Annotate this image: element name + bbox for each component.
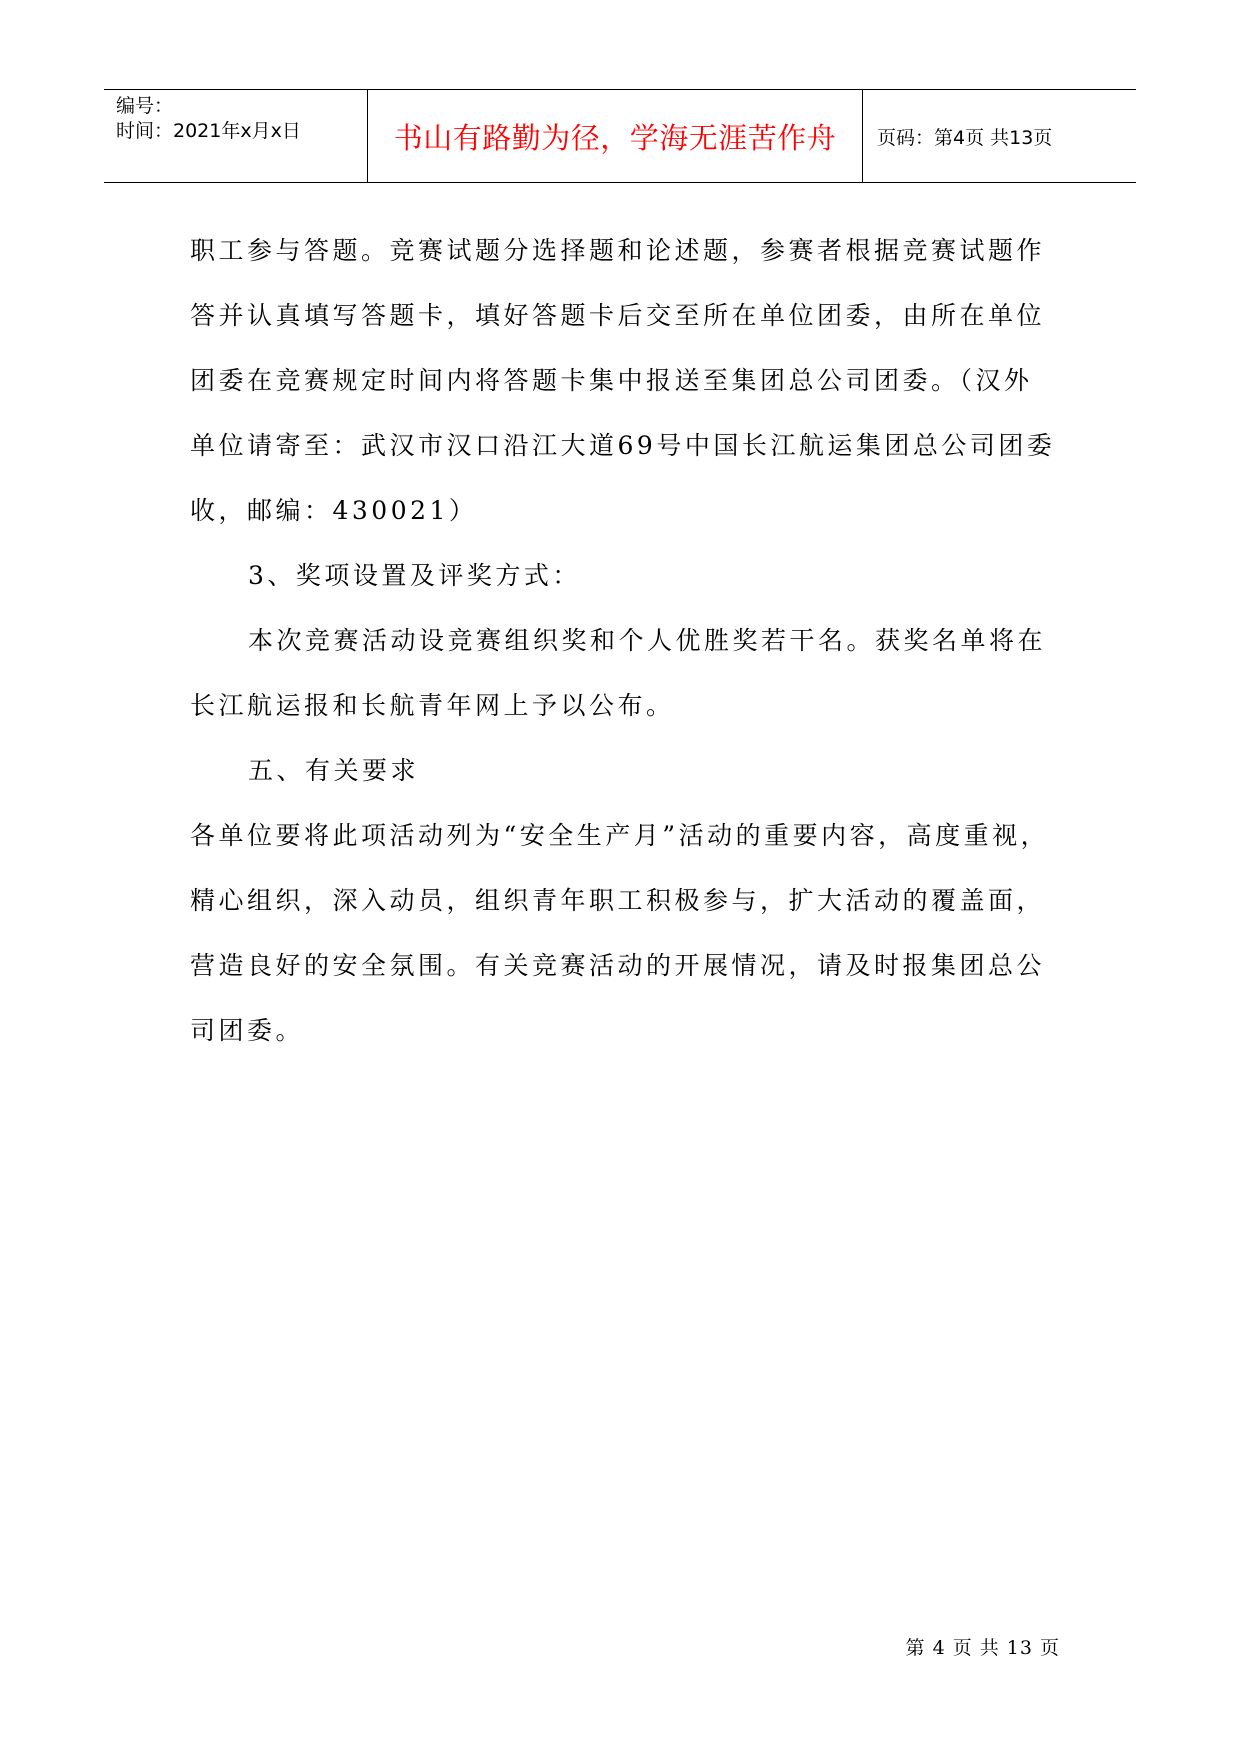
header-page-code-cell [863,90,1136,182]
section-heading-requirements: 五、有关要求 [248,756,420,785]
footer-page-number: 第 4 页 共 13 页 [905,1637,1060,1659]
header-page-code: 页码：第4页 共13页 [877,126,1053,149]
section-heading-awards: 3、奖项设置及评奖方式： [248,561,581,590]
document-number-label: 编号： [116,95,174,117]
body-paragraph: 本次竞赛活动设竞赛组织奖和个人优胜奖若干名。获奖名单将在长江航运报和长航青年网上予以公布。 [190,626,1047,720]
header-motto-cell [368,90,863,182]
document-time-label: 时间：2021年x月x日 [116,120,301,142]
document-body [190,218,1060,1063]
body-paragraph: 各单位要将此项活动列为“安全生产月”活动的重要内容，高度重视，精心组织，深入动员，组织青年职工积极参与，扩大活动的覆盖面，营造良好的安全氛围。有关竞赛活动的开展情况，请及时报集团总公司团委。 [190,821,1050,1045]
body-paragraph: 职工参与答题。竞赛试题分选择题和论述题，参赛者根据竞赛试题作答并认真填写答题卡，填好答题卡后交至所在单位团委，由所在单位团委在竞赛规定时间内将答题卡集中报送至集团总公司团委。（汉外单位请寄至：武汉市汉口沿江大道69号中国长江航运集团总公司团委收，邮编：430021） [190,236,1056,525]
header-meta [104,90,368,182]
document-header [104,89,1136,183]
page-footer [0,1633,1060,1660]
header-motto: 书山有路勤为径，学海无涯苦作舟 [393,120,837,155]
